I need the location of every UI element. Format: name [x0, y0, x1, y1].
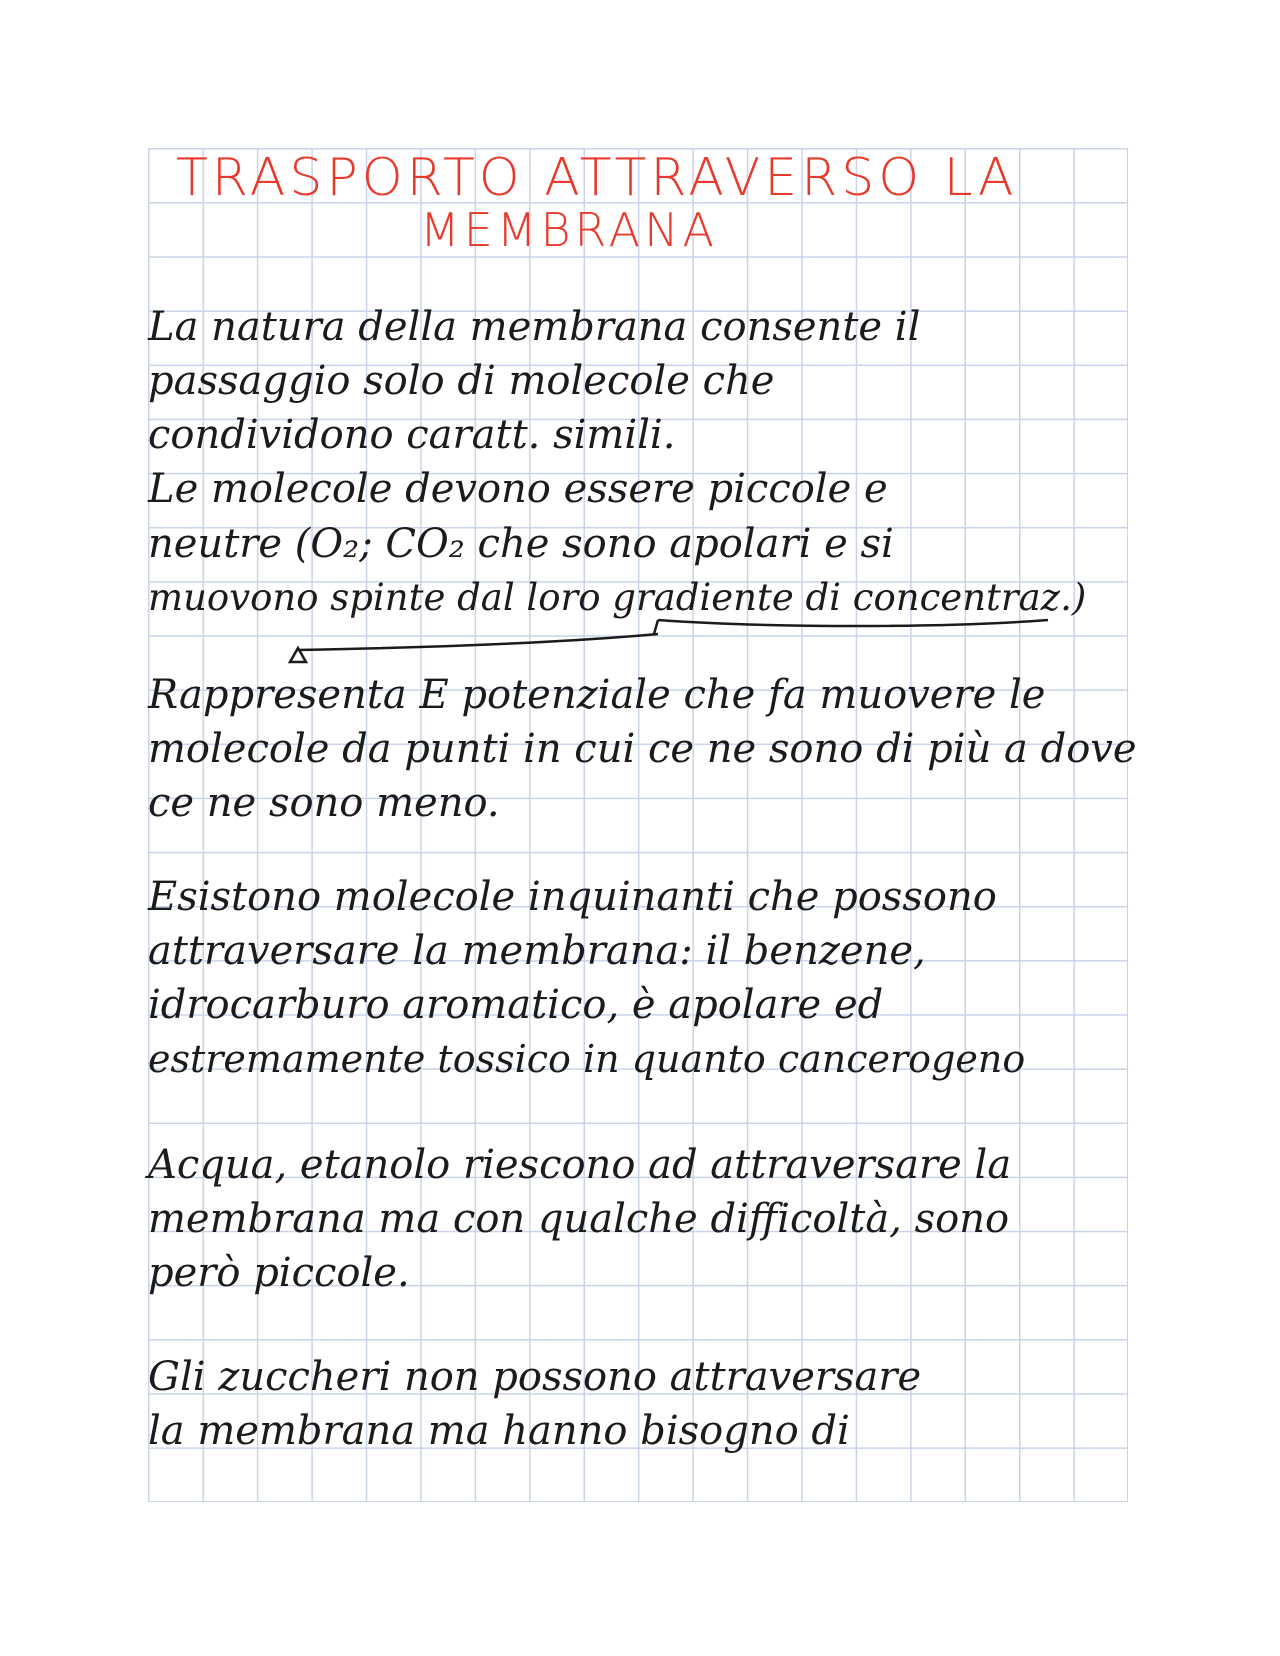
text-line: Rappresenta E potenziale che fa muovere le: [148, 672, 1046, 718]
underline-stroke: [658, 620, 1048, 626]
text-line: estremamente tossico in quanto cancerogeno: [148, 1037, 1026, 1082]
text-line: muovono spinte dal loro gradiente di concentraz.): [148, 575, 1087, 619]
text-line: condividono caratt. simili.: [148, 412, 676, 459]
grid-paper-sheet: [148, 148, 1137, 1502]
arrow-line: [296, 634, 658, 650]
paragraph-sugars: [148, 1350, 1108, 1458]
underline-tick: [654, 620, 658, 634]
gradient-arrow-annotation: [148, 148, 1128, 688]
paragraph-water-ethanol: [148, 1138, 1108, 1300]
title-line-2: MEMBRANA: [420, 203, 719, 257]
paragraph-pollutants: [148, 870, 1108, 1087]
text-line: Le molecole devono essere piccole e: [148, 466, 888, 513]
text-line: Esistono molecole inquinanti che possono: [148, 874, 997, 920]
text-line: però piccole.: [148, 1250, 410, 1297]
text-line: la membrana ma hanno bisogno di: [148, 1408, 850, 1455]
text-line: passaggio solo di molecole che: [148, 358, 775, 405]
text-line: attraversare la membrana: il benzene,: [148, 928, 926, 975]
text-line: ce ne sono meno.: [148, 780, 500, 827]
text-line: Acqua, etanolo riescono ad attraversare la: [148, 1142, 1012, 1188]
text-line: Gli zuccheri non possono attraversare: [148, 1354, 922, 1400]
text-line: molecole da punti in cui ce ne sono di più a dove: [148, 726, 1137, 773]
text-line: neutre (O₂; CO₂ che sono apolari e si: [148, 520, 894, 567]
text-line: La natura della membrana consente il: [148, 304, 921, 350]
text-line: membrana ma con qualche difficoltà, sono: [148, 1196, 1010, 1243]
paragraph-gradient-definition: [148, 668, 1137, 830]
title-line-1: TRASPORTO ATTRAVERSO LA: [176, 148, 1018, 208]
text-line: idrocarburo aromatico, è apolare ed: [148, 982, 884, 1029]
